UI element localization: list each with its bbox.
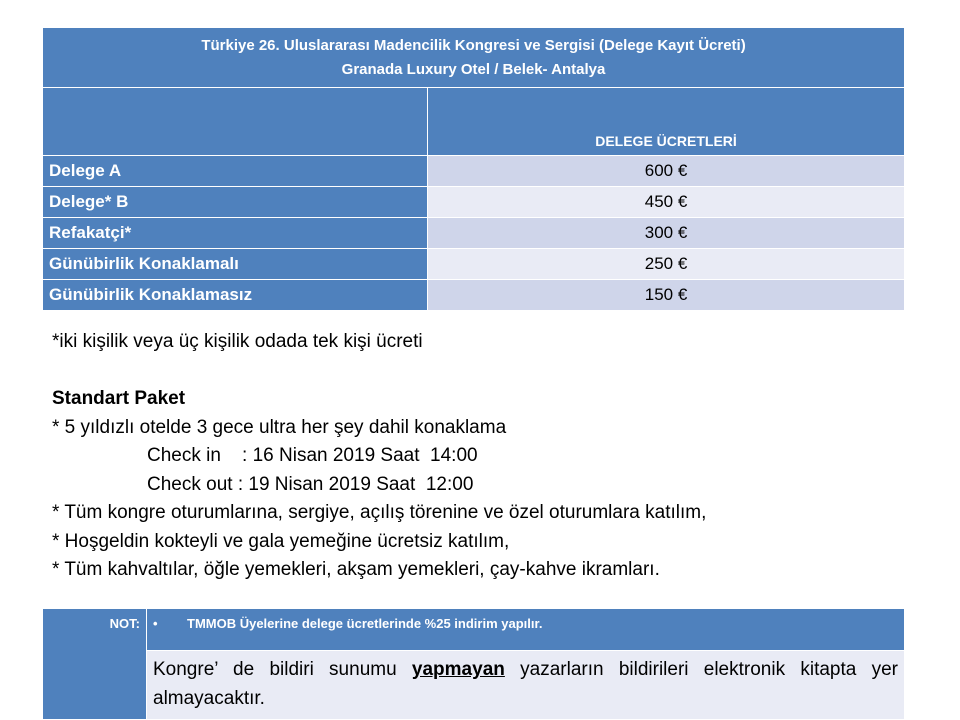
- table-title: [43, 28, 905, 88]
- check-out-text: Check out : 19 Nisan 2019 Saat 12:00: [147, 473, 474, 495]
- fee-price: 300 €: [428, 218, 905, 249]
- delegate-fee-table: [42, 27, 905, 311]
- papers-note-emphasis: yapmayan: [411, 659, 505, 680]
- discount-note: [147, 609, 905, 651]
- column-header-row: [43, 88, 905, 156]
- discount-text: TMMOB Üyelerine delege ücretlerinde %25 indirim yapılır.: [187, 616, 543, 631]
- fee-label: Delege* B: [43, 187, 428, 218]
- package-item-meals: * Tüm kahvaltılar, öğle yemekleri, akşam yemekleri, çay-kahve ikramları.: [52, 559, 660, 580]
- fee-label: Günübirlik Konaklamalı: [43, 249, 428, 280]
- fee-price: 150 €: [428, 280, 905, 311]
- fee-price: 450 €: [428, 187, 905, 218]
- check-in-text: Check in : 16 Nisan 2019 Saat 14:00: [147, 445, 478, 466]
- fee-label: Refakatçi*: [43, 218, 428, 249]
- fee-label: Günübirlik Konaklamasız: [43, 280, 428, 311]
- package-item-accommodation: * 5 yıldızlı otelde 3 gece ultra her şey dahil konaklama: [52, 416, 507, 438]
- papers-note-text-before: Kongre’ de bildiri sunumu: [153, 659, 412, 680]
- papers-note-text-after: yazarların bildirileri elektronik kitapta yer almayacaktır.: [153, 659, 898, 709]
- note-row-discount: [43, 609, 905, 651]
- package-item-sessions: * Tüm kongre oturumlarına, sergiye, açılış törenine ve özel oturumlara katılım,: [52, 502, 707, 523]
- column-header-blank: [43, 88, 428, 156]
- note-row-papers: [43, 651, 905, 720]
- fee-label: Delege A: [43, 156, 428, 187]
- note-label: NOT:: [43, 609, 147, 720]
- table-row: [43, 249, 905, 280]
- footnote-text: *iki kişilik veya üç kişilik odada tek kişi ücreti: [52, 331, 423, 352]
- table-row: [43, 280, 905, 311]
- spacer: [52, 357, 912, 386]
- fee-price: 250 €: [428, 249, 905, 280]
- table-title-line1: Türkiye 26. Uluslararası Madencilik Kongresi ve Sergisi (Delege Kayıt Ücreti): [201, 36, 746, 54]
- column-header-fees: DELEGE ÜCRETLERİ: [428, 88, 905, 156]
- note-table: [42, 608, 905, 720]
- table-row: [43, 187, 905, 218]
- table-row: [43, 218, 905, 249]
- fee-price: 600 €: [428, 156, 905, 187]
- package-details: [52, 328, 912, 585]
- table-row: [43, 156, 905, 187]
- papers-note: [147, 651, 905, 720]
- package-item-cocktail: * Hoşgeldin kokteyli ve gala yemeğine ücretsiz katılım,: [52, 530, 510, 552]
- bullet-icon: •: [153, 616, 158, 631]
- table-title-line2: Granada Luxury Otel / Belek- Antalya: [341, 60, 606, 78]
- table-header-row: [43, 28, 905, 88]
- package-title: Standart Paket: [52, 388, 186, 409]
